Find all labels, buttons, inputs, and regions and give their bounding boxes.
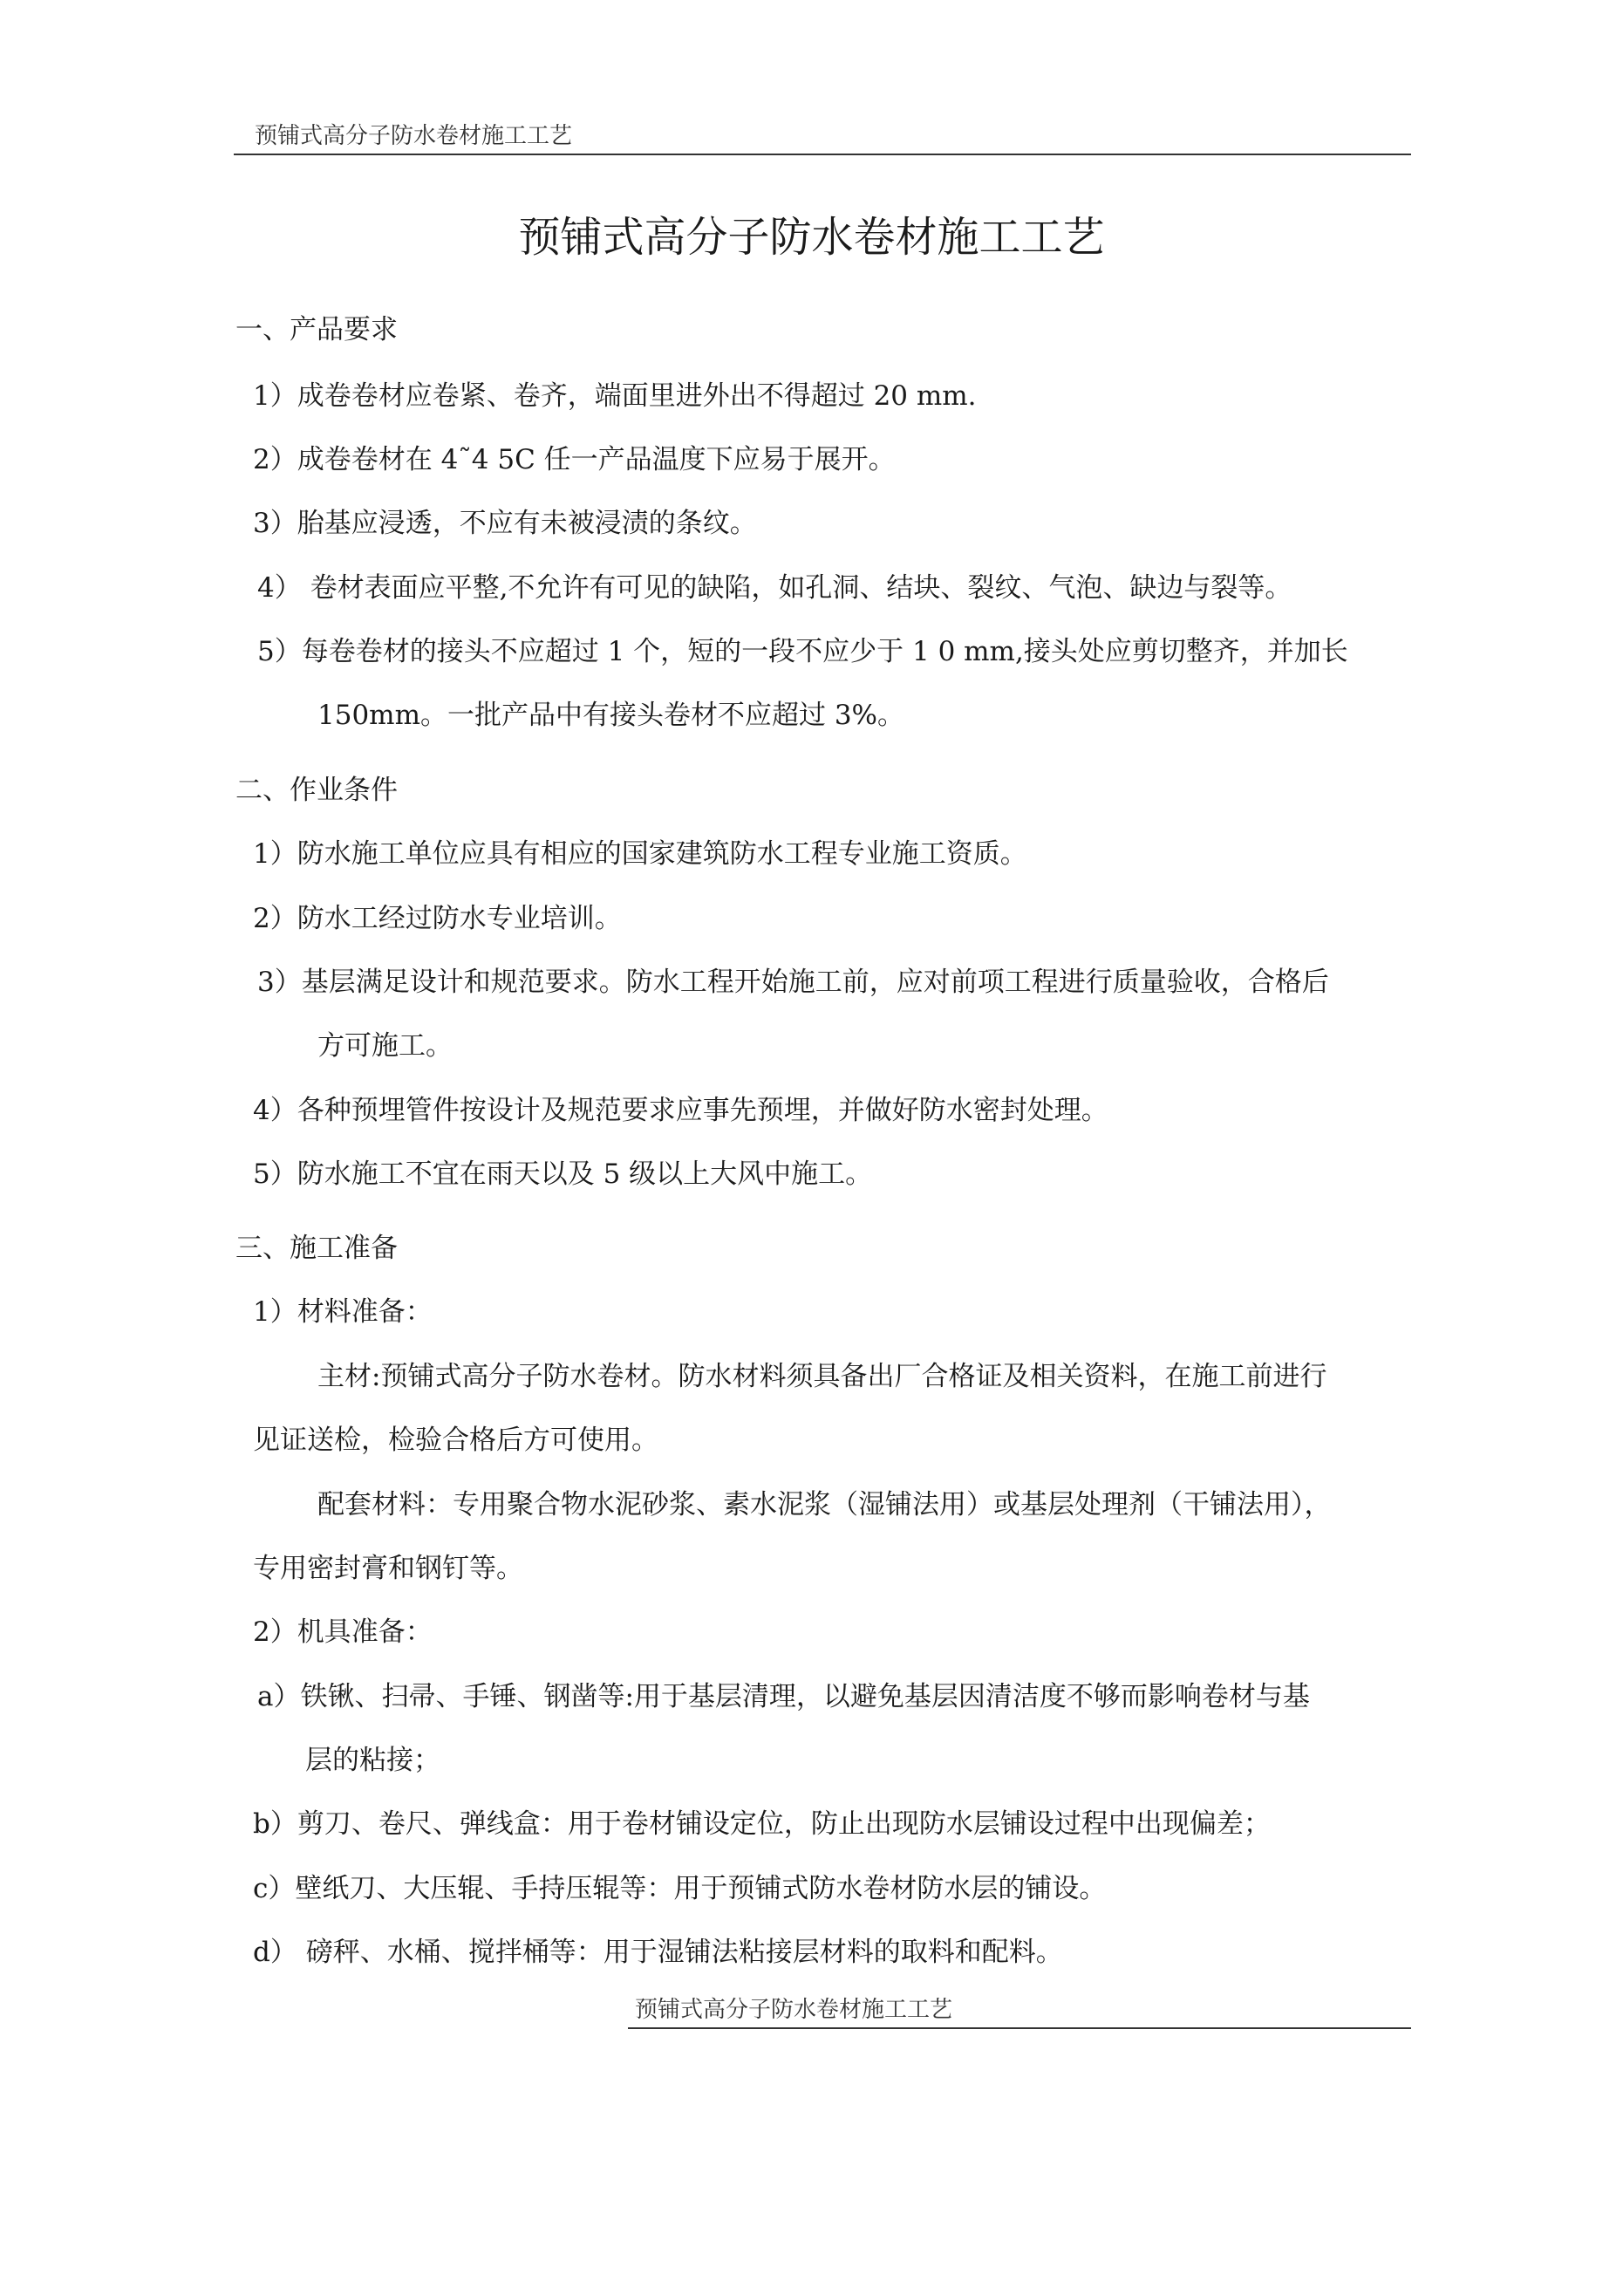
section3-tool-b: b）剪刀、卷尺、弹线盒：用于卷材铺设定位，防止出现防水层铺设过程中出现偏差；: [253, 1808, 1271, 1840]
section-heading-1: 一、产品要求: [235, 314, 398, 345]
section1-item-2: 2）成卷卷材在 4˜4 5C 任一产品温度下应易于展开。: [253, 444, 896, 475]
section3-tool-a-cont: 层的粘接；: [305, 1745, 440, 1776]
section1-item-3: 3）胎基应浸透，不应有未被浸渍的条纹。: [253, 508, 757, 539]
section1-item-4: 4） 卷材表面应平整,不允许有可见的缺陷，如孔洞、结块、裂纹、气泡、缺边与裂等。: [257, 572, 1292, 604]
section3-item-2: 2）机具准备：: [253, 1616, 433, 1648]
footer-text: 预铺式高分子防水卷材施工工艺: [635, 1997, 953, 2023]
section-heading-2: 二、作业条件: [235, 775, 398, 806]
section2-item-2: 2）防水工经过防水专业培训。: [253, 903, 622, 934]
section3-aux-material: 配套材料：专用聚合物水泥砂浆、素水泥浆（湿铺法用）或基层处理剂（干铺法用），: [317, 1489, 1332, 1520]
section1-item-5-cont: 150mm。一批产品中有接头卷材不应超过 3%。: [317, 700, 904, 731]
section3-tool-c: c）壁纸刀、大压辊、手持压辊等：用于预铺式防水卷材防水层的铺设。: [253, 1873, 1107, 1904]
header-text: 预铺式高分子防水卷材施工工艺: [255, 123, 573, 149]
section3-aux-material-cont: 专用密封膏和钢钉等。: [253, 1553, 523, 1584]
section2-item-3-cont: 方可施工。: [317, 1030, 453, 1062]
document-title: 预铺式高分子防水卷材施工工艺: [518, 213, 1105, 262]
section2-item-3: 3）基层满足设计和规范要求。防水工程开始施工前，应对前项工程进行质量验收，合格后: [257, 967, 1329, 998]
page-header: [234, 122, 1411, 155]
section2-item-4: 4）各种预埋管件按设计及规范要求应事先预埋，并做好防水密封处理。: [253, 1095, 1108, 1126]
section3-main-material: 主材:预铺式高分子防水卷材。防水材料须具备出厂合格证及相关资料，在施工前进行: [317, 1361, 1327, 1392]
section3-tool-a: a）铁锹、扫帚、手锤、钢凿等:用于基层清理，以避免基层因清洁度不够而影响卷材与基: [257, 1681, 1310, 1712]
section2-item-5: 5）防水施工不宜在雨天以及 5 级以上大风中施工。: [253, 1158, 873, 1190]
section1-item-1: 1）成卷卷材应卷紧、卷齐，端面里进外出不得超过 20 mm.: [253, 380, 977, 412]
section-heading-3: 三、施工准备: [235, 1233, 398, 1264]
section3-item-1: 1）材料准备：: [253, 1296, 433, 1328]
section2-item-1: 1）防水施工单位应具有相应的国家建筑防水工程专业施工资质。: [253, 838, 1027, 870]
section3-main-material-cont: 见证送检，检验合格后方可使用。: [253, 1425, 658, 1456]
page-footer: [628, 1996, 1411, 2029]
section1-item-5: 5）每卷卷材的接头不应超过 1 个，短的一段不应少于 1 0 mm,接头处应剪切整齐，并加长: [257, 636, 1348, 667]
section3-tool-d: d） 磅秤、水桶、搅拌桶等：用于湿铺法粘接层材料的取料和配料。: [253, 1937, 1063, 1968]
